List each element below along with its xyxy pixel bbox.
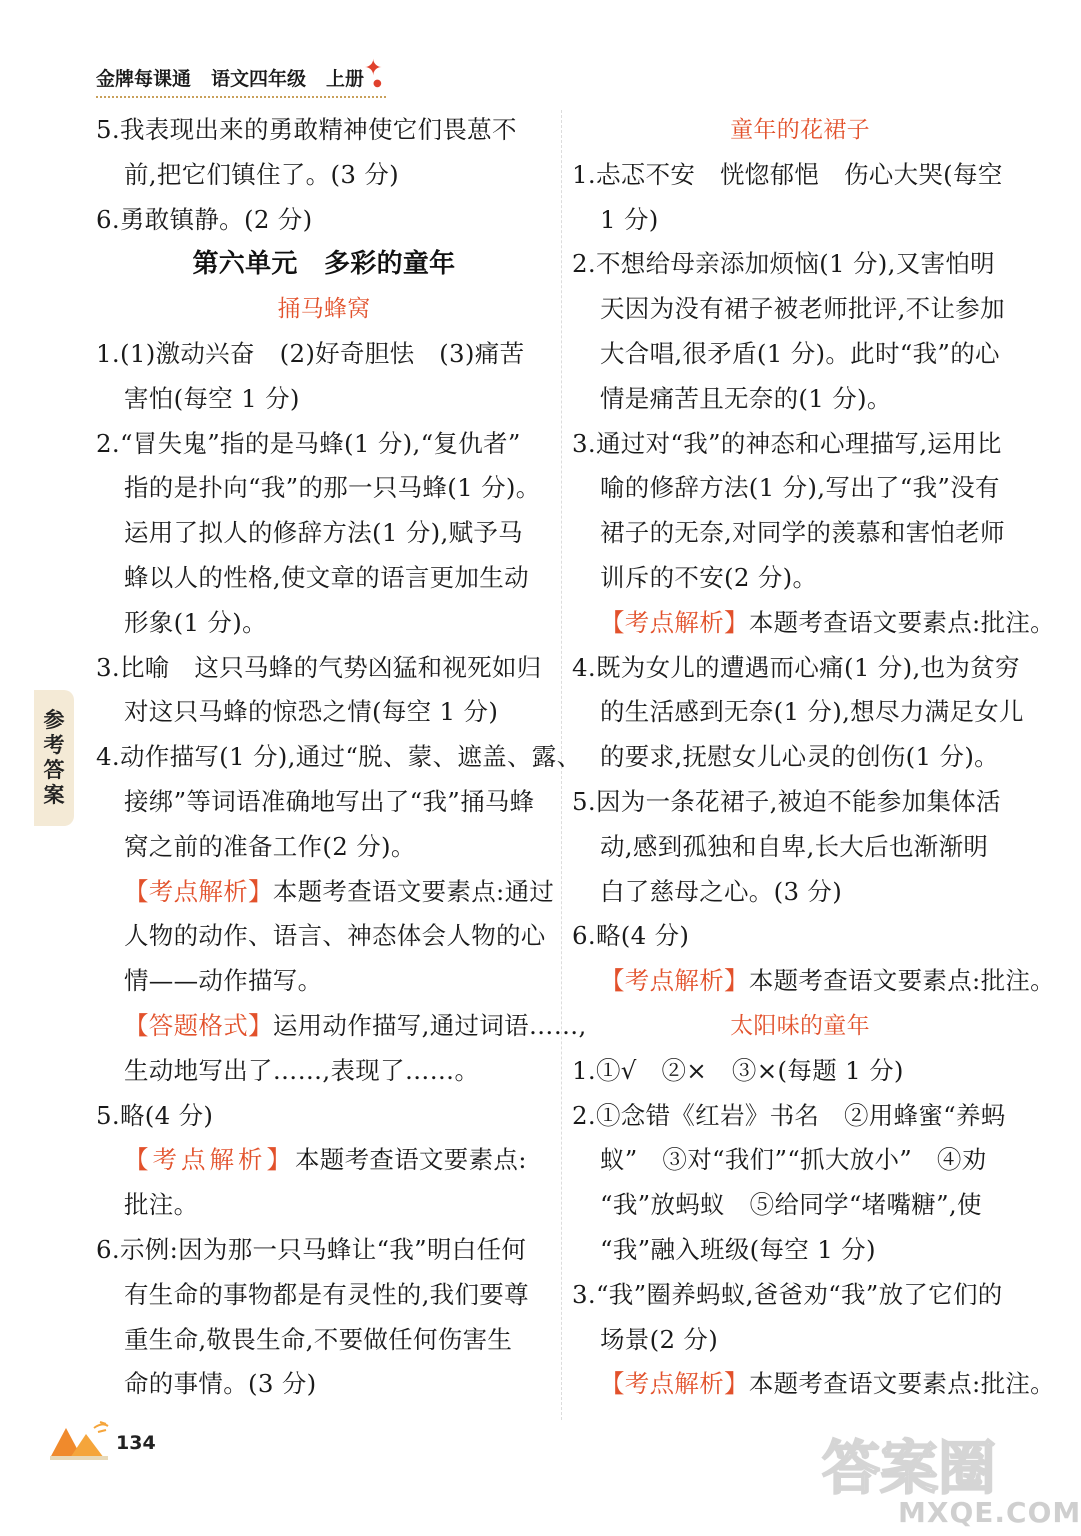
watermark-logo-icon [822,1430,1042,1500]
answer-line [96,780,552,825]
answer-line [572,1362,1055,1407]
answer-line [96,556,552,601]
answer-line [572,198,1028,243]
answer-line [96,870,555,915]
answer-text: 2.“冒失鬼”指的是马蜂(1 分),“复仇者” [96,428,521,458]
answer-line [572,959,1055,1004]
answer-text: 动,感到孤独和自卑,长大后也渐渐明 [600,831,989,861]
answer-text: 喻的修辞方法(1 分),写出了“我”没有 [600,473,1000,503]
answer-text: 6.勇敢镇静。(2 分) [96,204,313,234]
answer-text: 生动地写出了……,表现了……。 [124,1055,480,1085]
answer-line [572,1228,1028,1273]
answer-text: 运用动作描写,通过词语……, [272,1010,587,1040]
book-title: 金牌每课通 [96,67,192,90]
answer-line [572,466,1028,511]
answer-line [96,690,552,735]
answer-line [572,646,1028,691]
answer-text: 1.(1)激动兴奋 (2)好奇胆怯 (3)痛苦 [96,338,525,368]
answer-tag-label: 【考点解析】 [124,876,273,906]
answer-text: 5.因为一条花裙子,被迫不能参加集体活 [572,786,1001,816]
answer-text: 1.忐忑不安 恍惚郁悒 伤心大哭(每空 [572,159,1003,189]
answer-line [96,108,552,153]
answer-line [572,780,1028,825]
right-answer-column [572,108,1055,1407]
answer-text: 本题考查语文要素点: [295,1145,527,1175]
answer-text: 裙子的无奈,对同学的羡慕和害怕老师 [600,518,1005,548]
answer-line [572,1138,1028,1183]
answer-line [96,825,552,870]
answer-line [572,870,1028,915]
answer-text: 3.比喻 这只马蜂的气势凶猛和视死如归 [96,652,542,682]
answer-text: 本题考查语文要素点:批注。 [748,966,1055,996]
answer-text: 对这只马蜂的惊恐之情(每空 1 分) [124,697,499,727]
answer-text: “我”放蚂蚁 ⑤给同学“堵嘴糖”,使 [600,1190,982,1220]
answer-text: 窝之前的准备工作(2 分)。 [124,831,416,861]
answer-text: 本题考查语文要素点:批注。 [748,1369,1055,1399]
answer-line [96,959,552,1004]
answer-tag-label: 【考点解析】 [600,966,749,996]
answer-tag-label: 【考点解析】 [600,607,749,637]
answer-line [96,1094,552,1139]
watermark-main: 答案圈 [822,1434,997,1502]
answer-text: 的要求,抚慰女儿心灵的创伤(1 分)。 [600,742,999,772]
header-rule [96,96,386,98]
answer-text: “我”融入班级(每空 1 分) [600,1234,876,1264]
answer-line [96,511,552,556]
subject-grade: 语文四年级 [211,67,307,90]
answer-text: 1.①√ ②× ③×(每题 1 分) [572,1055,904,1085]
answer-line [572,377,1028,422]
answer-text: 的生活感到无奈(1 分),想尽力满足女儿 [600,697,1024,727]
answer-line [572,735,1028,780]
answer-text: 3.“我”圈养蚂蚁,爸爸劝“我”放了它们的 [572,1279,1003,1309]
answer-text: 情是痛苦且无奈的(1 分)。 [600,383,892,413]
answer-text: 批注。 [124,1190,199,1220]
side-tab-char: 考 [43,733,65,757]
side-tab-char: 参 [43,708,65,732]
page-header [96,60,364,94]
answer-line [96,914,552,959]
answer-line [572,1183,1028,1228]
answer-line [572,287,1028,332]
answer-line [96,422,552,467]
answer-text: 蚁” ③对“我们”“抓大放小” ④劝 [600,1145,987,1175]
answer-line [96,1273,552,1318]
page-number: 134 [116,1432,156,1454]
sparkle-icon: ✦ [364,56,383,81]
answer-text: 童年的花裙子 [730,117,870,143]
watermark-sub: MXQE.COM [898,1496,1081,1529]
answer-tag-label: 【答题格式】 [124,1010,273,1040]
answer-line [96,377,552,422]
answer-text: 形象(1 分)。 [124,607,267,637]
answer-text: 接绑”等词语准确地写出了“我”捅马蜂 [124,786,535,816]
answer-line [96,153,552,198]
answer-text: 人物的动作、语言、神态体会人物的心 [124,921,546,951]
answer-text: 4.既为女儿的遭遇而心痛(1 分),也为贫穷 [572,652,1020,682]
answer-line [572,153,1028,198]
left-answer-column [96,108,587,1407]
answer-line [96,646,552,691]
answer-line [572,1094,1028,1139]
answer-line [96,1049,552,1094]
answer-line [96,1362,552,1407]
answer-line [96,1183,552,1228]
section-heading [96,287,552,332]
answer-text: 重生命,敬畏生命,不要做任何伤害生 [124,1324,513,1354]
answer-text: 3.通过对“我”的神态和心理描写,运用比 [572,428,1002,458]
answer-line [572,422,1028,467]
answer-line [96,601,552,646]
answer-line [96,466,552,511]
answer-line [96,1228,552,1273]
answer-text: 天因为没有裙子被老师批评,不让参加 [600,294,1005,324]
answer-text: 5.我表现出来的勇敢精神使它们畏葸不 [96,115,517,144]
answer-line [96,1138,552,1183]
mountain-icon [50,1418,114,1462]
answer-text: 本题考查语文要素点:批注。 [748,607,1055,637]
answer-line [572,1318,1028,1363]
answer-text: 5.略(4 分) [96,1100,214,1130]
answer-line [572,914,1028,959]
answer-text: 大合唱,很矛盾(1 分)。此时“我”的心 [600,338,1000,368]
side-tab-label [44,708,65,808]
answer-text: 2.①念错《红岩》书名 ②用蜂蜜“养蚂 [572,1100,1006,1130]
side-tab-char: 案 [43,783,65,807]
answer-text: 6.略(4 分) [572,921,690,951]
answer-line [96,332,552,377]
answer-line [572,1049,1028,1094]
answer-text: 4.动作描写(1 分),通过“脱、蒙、遮盖、露、 [96,742,582,772]
answer-text: 运用了拟人的修辞方法(1 分),赋予马 [124,518,523,548]
answer-line [96,198,552,243]
answer-line [572,690,1028,735]
answer-text: 训斥的不安(2 分)。 [600,562,818,592]
answer-line [96,1318,552,1363]
answer-text: 命的事情。(3 分) [124,1369,317,1399]
answer-text: 太阳味的童年 [730,1012,870,1039]
answer-text: 第六单元 多彩的童年 [192,249,456,280]
answer-text: 捅马蜂窝 [277,296,371,323]
answer-text: 蜂以人的性格,使文章的语言更加生动 [124,562,529,592]
answer-line [572,1273,1028,1318]
answer-text: 害怕(每空 1 分) [124,383,300,413]
answer-line [572,332,1028,377]
volume-label: 上册 [326,67,365,90]
section-heading [572,108,1028,153]
answer-text: 白了慈母之心。(3 分) [600,876,843,906]
answer-text: 2.不想给母亲添加烦恼(1 分),又害怕明 [572,249,995,279]
dot-icon: ● [373,78,382,89]
answer-line [96,735,582,780]
answer-tag-label: 【考点解析】 [600,1369,749,1399]
answer-text: 1 分) [600,204,659,234]
section-heading [96,242,552,287]
answer-line [96,1004,587,1049]
answer-line [572,242,1028,287]
side-tab-answers [34,690,74,826]
side-tab-char: 答 [43,758,65,782]
answer-text: 6.示例:因为那一只马蜂让“我”明白任何 [96,1234,527,1264]
answer-text: 情——动作描写。 [124,966,323,996]
answer-text: 场景(2 分) [600,1324,719,1354]
answer-text: 有生命的事物都是有灵性的,我们要尊 [124,1279,529,1309]
answer-line [572,511,1028,556]
answer-line [572,825,1028,870]
answer-text: 前,把它们镇住了。(3 分) [124,159,399,189]
answer-tag-label: 【考点解析】 [124,1145,295,1175]
section-heading [572,1004,1028,1049]
answer-text: 本题考查语文要素点:通过 [272,876,555,906]
answer-line [572,556,1028,601]
answer-text: 指的是扑向“我”的那一只马蜂(1 分)。 [124,473,541,503]
answer-line [572,601,1055,646]
